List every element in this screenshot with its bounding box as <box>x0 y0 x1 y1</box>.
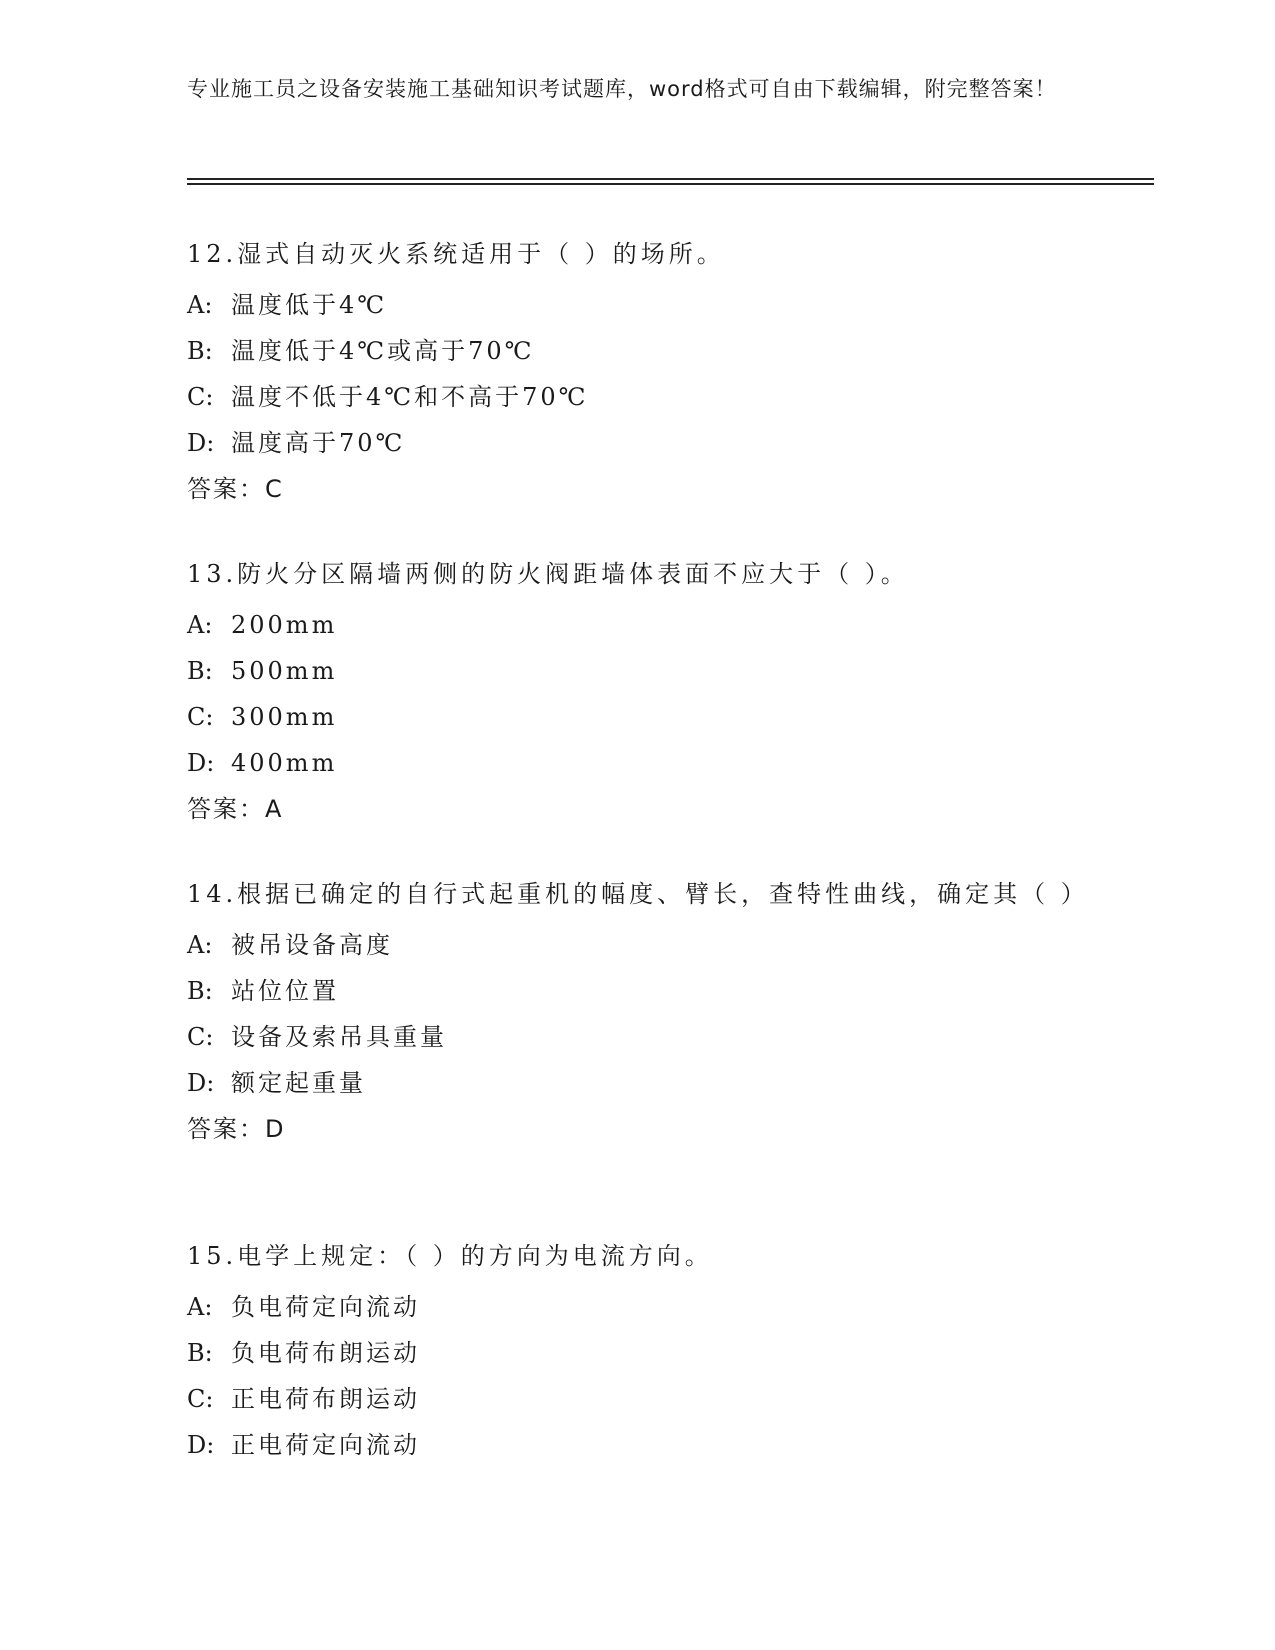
option-b <box>187 328 1087 374</box>
option-letter: A: <box>187 1293 213 1321</box>
option-text: 温度低于4℃或高于70℃ <box>231 337 535 365</box>
option-letter: A: <box>187 291 213 319</box>
option-letter: C: <box>187 383 214 411</box>
question-14 <box>187 876 1087 1152</box>
option-d <box>187 420 1087 466</box>
option-text: 500mm <box>231 657 338 685</box>
answer-label: 答案：C <box>187 475 284 503</box>
option-c <box>187 694 1087 740</box>
option-c <box>187 374 1087 420</box>
option-a <box>187 602 1087 648</box>
question-text: 14.根据已确定的自行式起重机的幅度、臂长，查特性曲线，确定其（ ） <box>187 880 1089 908</box>
option-text: 300mm <box>231 703 338 731</box>
option-d <box>187 740 1087 786</box>
option-letter: B: <box>187 977 213 1005</box>
document-header: 专业施工员之设备安装施工基础知识考试题库，word格式可自由下载编辑，附完整答案！ <box>187 77 1057 101</box>
option-text: 温度不低于4℃和不高于70℃ <box>231 383 589 411</box>
option-letter: C: <box>187 1385 214 1413</box>
option-letter: B: <box>187 1339 213 1367</box>
option-c <box>187 1014 1087 1060</box>
question-12 <box>187 236 1087 512</box>
option-d <box>187 1060 1087 1106</box>
option-letter: B: <box>187 337 213 365</box>
option-text: 温度低于4℃ <box>231 291 388 319</box>
option-letter: D: <box>187 429 215 457</box>
question-text: 12.湿式自动灭火系统适用于（ ）的场所。 <box>187 240 725 268</box>
option-a <box>187 282 1087 328</box>
option-letter: A: <box>187 931 213 959</box>
answer-label: 答案：D <box>187 1115 286 1143</box>
option-text: 负电荷定向流动 <box>231 1293 420 1321</box>
option-text: 正电荷定向流动 <box>231 1431 420 1459</box>
option-text: 负电荷布朗运动 <box>231 1339 420 1367</box>
option-letter: B: <box>187 657 213 685</box>
option-text: 温度高于70℃ <box>231 429 406 457</box>
header-divider-bottom <box>187 183 1154 185</box>
header-divider-top <box>187 178 1154 180</box>
option-b <box>187 648 1087 694</box>
option-letter: C: <box>187 1023 214 1051</box>
option-text: 站位位置 <box>231 977 339 1005</box>
option-b <box>187 968 1087 1014</box>
question-text: 15.电学上规定：（ ）的方向为电流方向。 <box>187 1242 713 1270</box>
option-letter: C: <box>187 703 214 731</box>
option-letter: D: <box>187 1431 215 1459</box>
option-letter: D: <box>187 1069 215 1097</box>
option-text: 200mm <box>231 611 338 639</box>
option-b <box>187 1330 1087 1376</box>
option-d <box>187 1422 1087 1468</box>
option-text: 额定起重量 <box>231 1069 366 1097</box>
option-text: 400mm <box>231 749 338 777</box>
option-a <box>187 922 1087 968</box>
option-text: 设备及索吊具重量 <box>231 1023 447 1051</box>
answer-label: 答案：A <box>187 795 284 823</box>
option-letter: D: <box>187 749 215 777</box>
option-c <box>187 1376 1087 1422</box>
question-13 <box>187 556 1087 832</box>
option-text: 正电荷布朗运动 <box>231 1385 420 1413</box>
option-a <box>187 1284 1087 1330</box>
option-letter: A: <box>187 611 213 639</box>
question-text: 13.防火分区隔墙两侧的防火阀距墙体表面不应大于（ ）。 <box>187 560 909 588</box>
question-15 <box>187 1238 1087 1468</box>
option-text: 被吊设备高度 <box>231 931 393 959</box>
